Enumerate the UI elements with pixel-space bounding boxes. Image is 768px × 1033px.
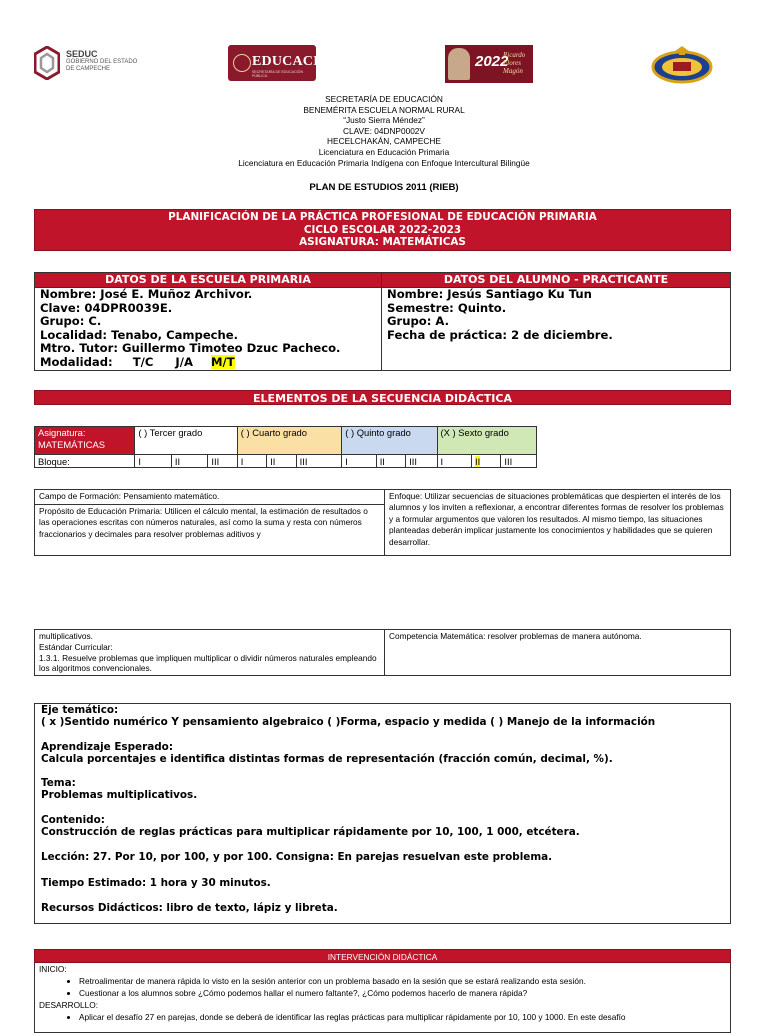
aprendizaje-text: Calcula porcentajes e identifica distintas formas de representación (fracción común, decimal, %).: [41, 752, 613, 765]
escuela-data: [35, 288, 382, 371]
alumno-fecha: Fecha de práctica: 2 de diciembre.: [387, 327, 613, 342]
shield-icon: [233, 54, 251, 72]
bloque-cell: [472, 455, 501, 468]
escuela-header: DATOS DE LA ESCUELA PRIMARIA: [35, 273, 382, 288]
escuela-tutor: Mtro. Tutor: Guillermo Timoteo Dzuc Pacheco.: [40, 341, 341, 356]
enfoque-cell: [385, 490, 731, 556]
intervencion-body: [34, 963, 731, 1033]
portrait-icon: [448, 48, 470, 80]
bloque-cell: II: [171, 455, 208, 468]
modalidad-ja: J/A: [175, 354, 193, 369]
alumno-nombre: Nombre: Jesús Santiago Ku Tun: [387, 287, 592, 301]
title-line-1: PLANIFICACIÓN DE LA PRÁCTICA PROFESIONAL DE EDUCACIÓN PRIMARIA: [168, 211, 597, 223]
elementos-title: ELEMENTOS DE LA SECUENCIA DIDÁCTICA: [34, 390, 731, 405]
desarrollo-label: DESARROLLO:: [39, 1000, 99, 1010]
bloque-selected: II: [475, 455, 481, 467]
inicio-label: INICIO:: [39, 964, 67, 974]
leccion-text: Lección: 27. Por 10, por 100, y por 100. Consigna: En parejas resuelvan este problema.: [41, 851, 553, 864]
alumno-semestre: Semestre: Quinto.: [387, 300, 507, 315]
header-line: BENEMÉRITA ESCUELA NORMAL RURAL: [303, 104, 465, 115]
seduc-logo: [30, 44, 150, 84]
competencia-cell: Competencia Matemática: resolver problemas de manera autónoma.: [385, 630, 731, 676]
asignatura-materia: MATEMÁTICAS: [38, 439, 106, 450]
bloque-cell: II: [376, 455, 405, 468]
bloque-cell: I: [437, 455, 471, 468]
aprendizaje-label: Aprendizaje Esperado:: [41, 740, 173, 753]
tema-text: Problemas multiplicativos.: [41, 789, 198, 802]
modalidad-mt: M/T: [210, 354, 235, 369]
grados-table: [34, 426, 537, 468]
seduc-emblem-icon: [34, 46, 60, 80]
estandar-text: 1.3.1. Resuelve problemas que impliquen multiplicar o dividir números naturales empleando los algoritmos convencionales.: [39, 652, 377, 674]
estandar-label: Estándar Curricular:: [39, 641, 113, 652]
header-line: SECRETARÍA DE EDUCACIÓN: [325, 94, 443, 104]
title-line-3: ASIGNATURA: MATEMÁTICAS: [299, 236, 466, 248]
campo-formacion: Campo de Formación: Pensamiento matemático.: [35, 490, 385, 505]
bloque-cell: I: [342, 455, 376, 468]
list-item: • Aplicar el desafío 27 en parejas, donde se deberá de identificar las reglas prácticas para multiplicar rápidamente por 10, 100 y 1000. En este desafío: [79, 1011, 730, 1023]
escuela-localidad: Localidad: Tenabo, Campeche.: [40, 327, 239, 342]
bloque-cell: III: [296, 455, 342, 468]
modalidad-label: Modalidad:: [40, 354, 113, 369]
campo-table: [34, 489, 731, 556]
datos-table: [34, 272, 731, 371]
bloque-cell: III: [208, 455, 237, 468]
tiempo-text: Tiempo Estimado: 1 hora y 30 minutos.: [41, 876, 271, 889]
escuela-grupo: Grupo: C.: [40, 314, 102, 329]
header-line: “Justo Sierra Méndez”: [343, 115, 425, 126]
header-line: Licenciatura en Educación Primaria: [318, 146, 450, 157]
list-item: • Cuestionar a los alumnos sobre ¿Cómo podemos hallar el numero faltante?, ¿Cómo podemos hacerlo de manera rápida?: [79, 987, 730, 999]
desarrollo-list: [39, 1011, 730, 1023]
seduc-line-1: GOBIERNO DEL ESTADO: [66, 59, 138, 65]
document-title: [34, 209, 731, 251]
header-line: Licenciatura en Educación Primaria Indígena con Enfoque Intercultural Bilingüe: [238, 157, 530, 168]
title-line-2: CICLO ESCOLAR 2022-2023: [303, 223, 462, 236]
escuela-nombre: Nombre: José E. Muñoz Archivor.: [40, 287, 253, 301]
bloque-cell: II: [267, 455, 296, 468]
grado-tercero: ( ) Tercer grado: [135, 427, 237, 455]
eje-label: Eje temático:: [41, 704, 119, 716]
escuela-clave: Clave: 04DPR0039E.: [40, 300, 173, 315]
enfoque-text: Utilizar secuencias de situaciones problemáticas que despierten el interés de los alumnos y los inviten a reflexionar, a encontrar diferentes formas de resolver los problemas y a formular argumentos que valoren los resultados. Al mismo tiempo, las situaciones planteadas deberán implicar justamente los conocimientos y habilidades que se quieren desarrollar.: [389, 491, 724, 547]
educacion-subtitle: SECRETARÍA DE EDUCACIÓN PÚBLICA: [252, 70, 304, 78]
bloque-cell: I: [135, 455, 172, 468]
plan-de-estudios: PLAN DE ESTUDIOS 2011 (RIEB): [309, 182, 459, 193]
educacion-word: EDUCACIÓN: [252, 54, 341, 69]
estandar-cell: [35, 630, 385, 676]
eje-text: ( x )Sentido numérico Y pensamiento algebraico ( )Forma, espacio y medida ( ) Manejo de la información: [41, 716, 656, 729]
proposito-label: Propósito de Educación Primaria:: [39, 506, 163, 516]
header-line: CLAVE: 04DNP0002V: [343, 125, 425, 136]
bloque-cell: III: [406, 455, 437, 468]
educacion-logo: [228, 45, 341, 81]
year-name: Ricardo Flores Magón: [503, 51, 526, 75]
school-crest-icon: [651, 45, 713, 85]
alumno-header: DATOS DEL ALUMNO - PRACTICANTE: [382, 273, 731, 288]
grado-quinto: ( ) Quinto grado: [342, 427, 437, 455]
grado-sexto: (X ) Sexto grado: [437, 427, 536, 455]
estandar-table: [34, 629, 731, 676]
inicio-list: [39, 975, 730, 999]
proposito-text: Utilicen el cálculo mental, la estimación de resultados o las operaciones escritas con números naturales, así como la suma y resta con números fraccionarios y decimales para resolver problemas aditivos y: [39, 506, 368, 539]
alumno-data: [382, 288, 731, 371]
asignatura-cell: [35, 427, 135, 455]
bloque-cell: III: [501, 455, 537, 468]
recursos-text: Recursos Didácticos: libro de texto, lápiz y libreta.: [41, 901, 338, 914]
header-line: HECELCHAKÁN, CAMPECHE: [327, 136, 441, 147]
year-label: 2022: [475, 53, 509, 70]
grado-cuarto: ( ) Cuarto grado: [237, 427, 341, 455]
enfoque-label: Enfoque:: [389, 491, 423, 501]
list-item: • Retroalimentar de manera rápida lo visto en la sesión anterior con un problema basado en la sesión que se estará realizando esta sesión.: [79, 975, 730, 987]
seduc-line-2: DE CAMPECHE: [66, 65, 111, 72]
intervencion-title: INTERVENCIÓN DIDÁCTICA: [34, 949, 731, 963]
seduc-name: SEDUC: [66, 49, 98, 59]
bloque-label: Bloque:: [35, 455, 135, 468]
contenido-text: Construcción de reglas prácticas para multiplicar rápidamente por 10, 100, 1 000, etcétera.: [41, 826, 580, 839]
asignatura-label: Asignatura:: [38, 427, 86, 438]
bloque-cell: I: [237, 455, 266, 468]
contenido-label: Contenido:: [41, 813, 105, 826]
eje-tematico-box: [34, 703, 731, 924]
alumno-grupo: Grupo: A.: [387, 314, 450, 329]
tema-label: Tema:: [41, 777, 76, 790]
modalidad-tc: T/C: [132, 354, 154, 369]
proposito-cell: [35, 505, 385, 556]
institution-header: [0, 94, 768, 168]
year-2022-logo: [445, 45, 533, 83]
escuela-modalidad: [40, 356, 381, 370]
multiplicativos-text: multiplicativos.: [39, 631, 93, 641]
